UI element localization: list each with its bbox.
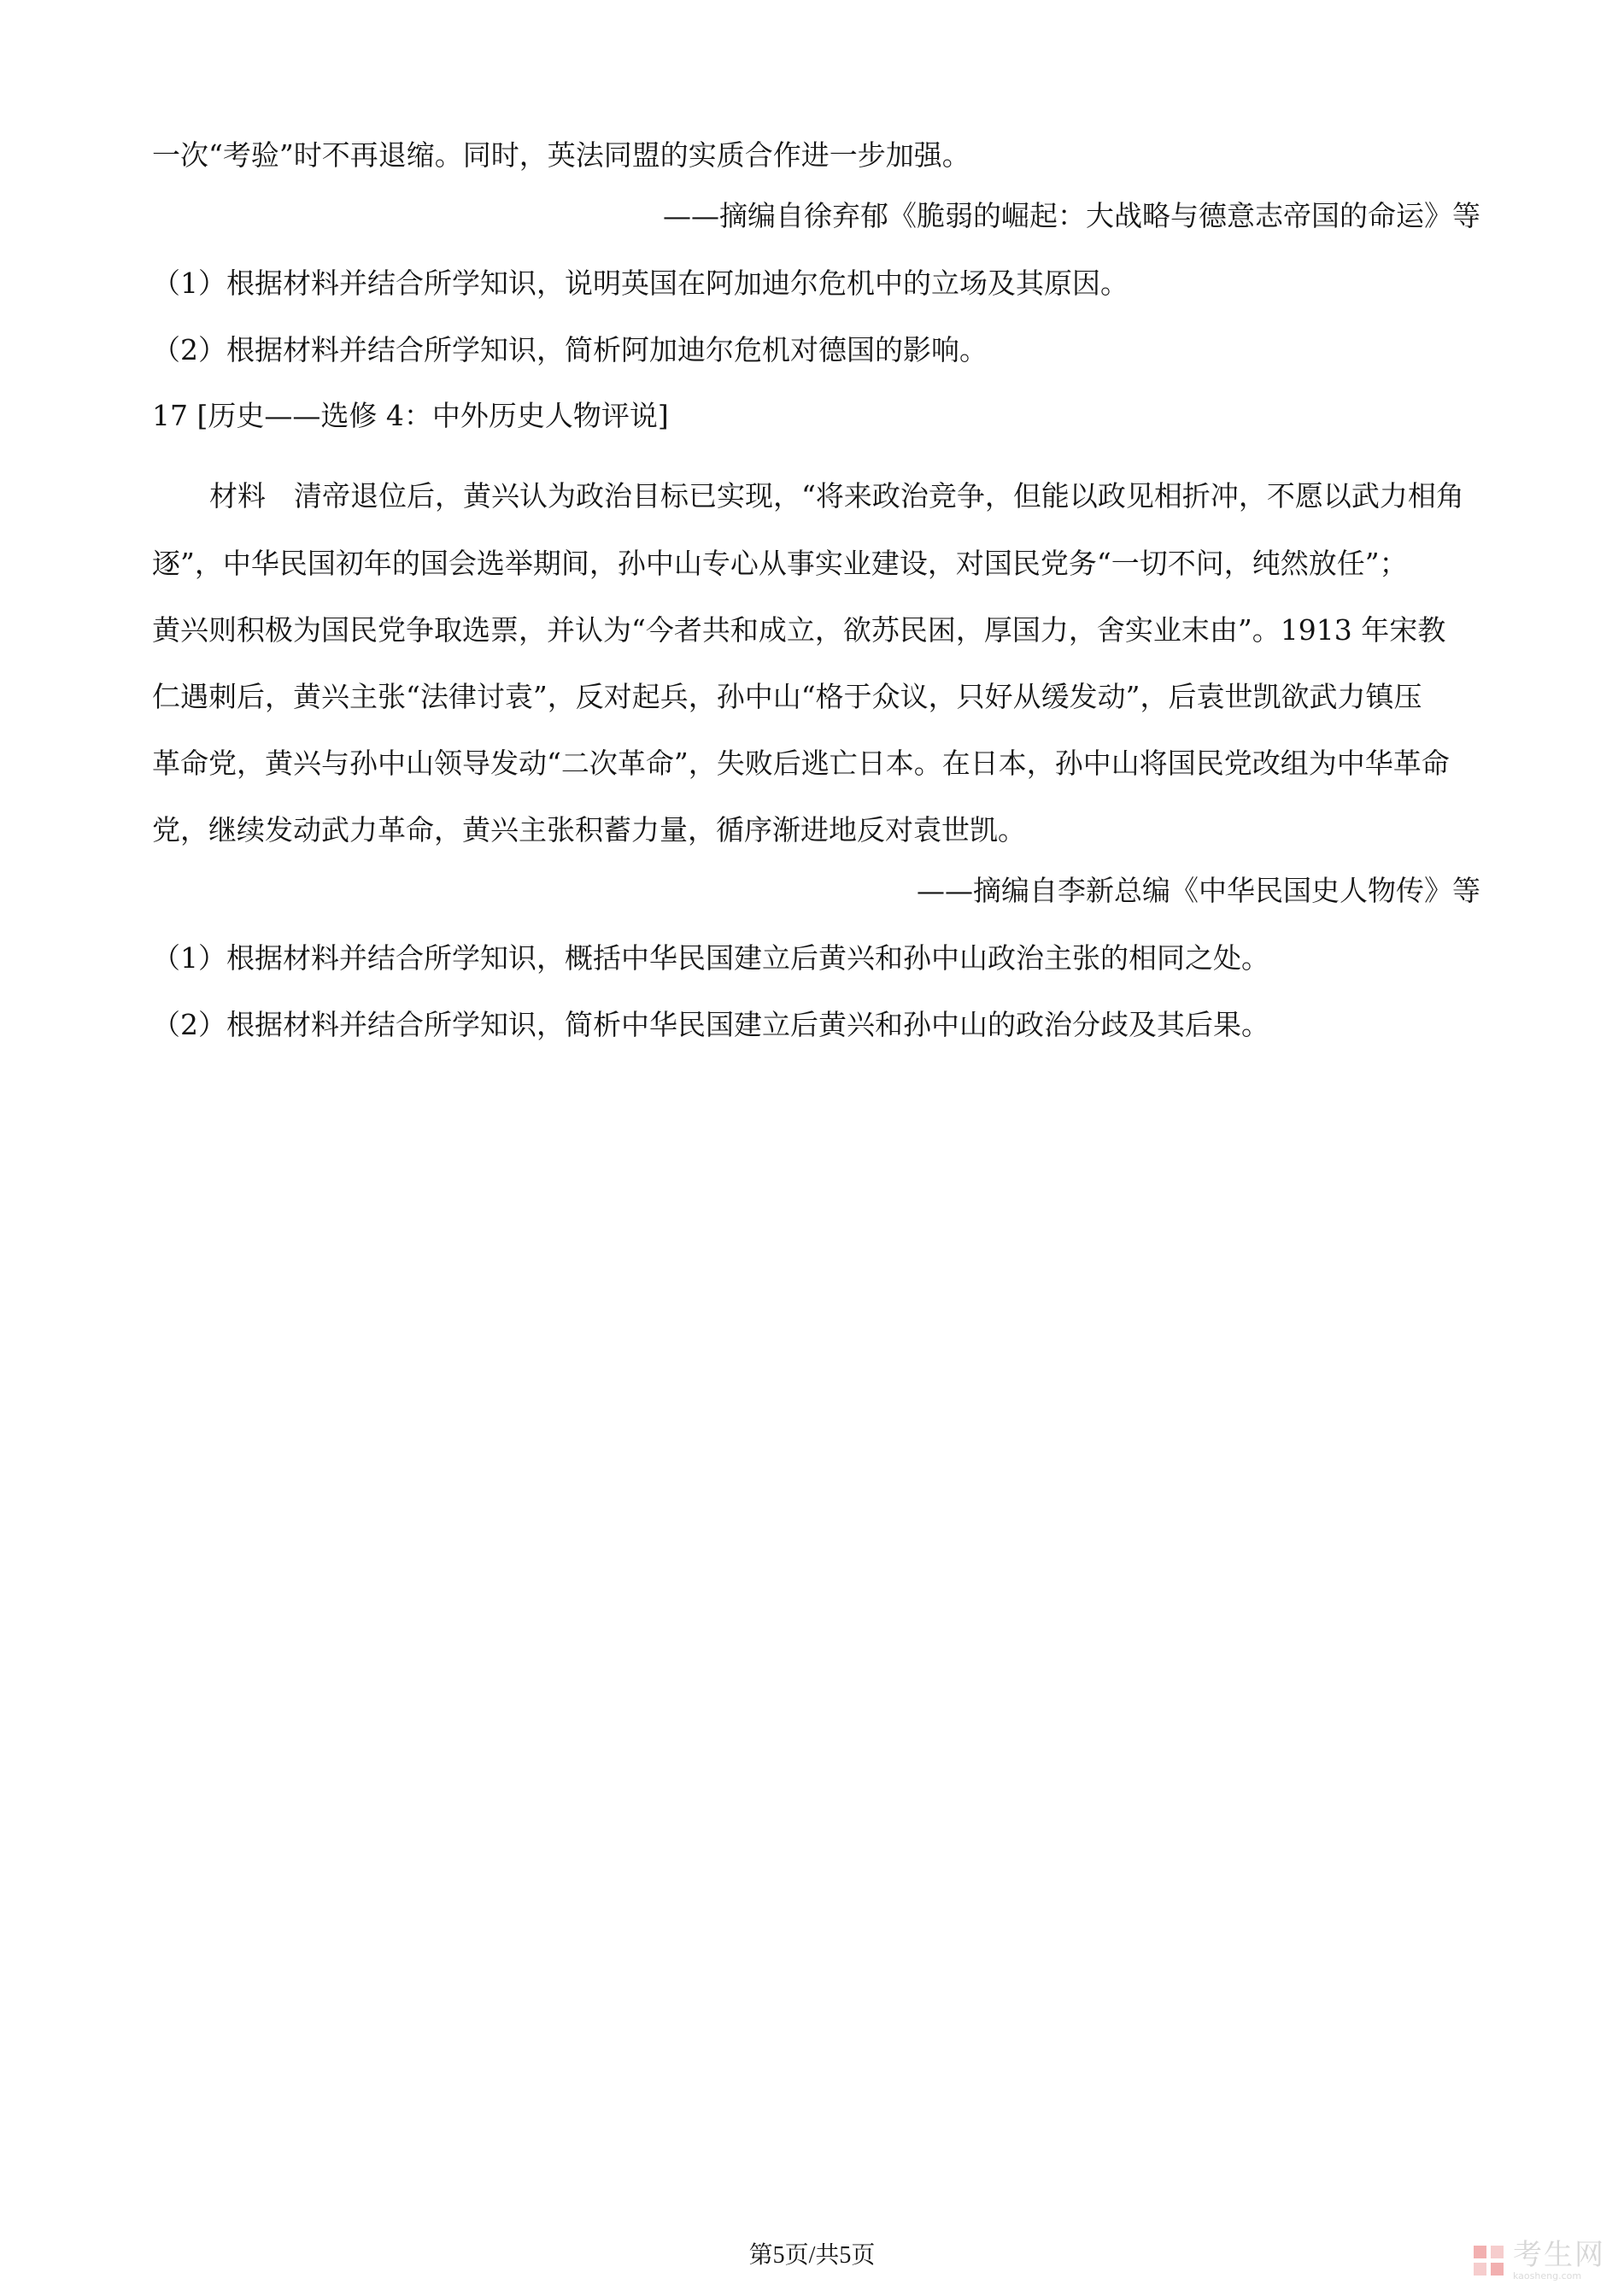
q17-subquestion-2: （2）根据材料并结合所学知识，简析中华民国建立后黄兴和孙中山的政治分歧及其后果。 bbox=[152, 1008, 1269, 1041]
watermark-name: 考生网 bbox=[1513, 2238, 1605, 2272]
q17-material-line: 黄兴则积极为国民党争取选票，并认为“今者共和成立，欲苏民困，厚国力，舍实业末由”。1913 年宋教 bbox=[152, 613, 1446, 647]
q17-material-line: 逐”，中华民国初年的国会选举期间，孙中山专心从事实业建设，对国民党务“一切不问，纯然放任”； bbox=[152, 547, 1408, 580]
q17-heading: 17 [历史——选修 4：中外历史人物评说] bbox=[152, 399, 669, 432]
q17-material-line: 材料 清帝退位后，黄兴认为政治目标已实现，“将来政治竞争，但能以政见相折冲，不愿以武力相角 bbox=[209, 479, 1464, 512]
watermark-url: kaosheng.com bbox=[1513, 2270, 1582, 2281]
q17-material-line: 仁遇刺后，黄兴主张“法律讨袁”，反对起兵，孙中山“格于众议，只好从缓发动”，后袁世凯欲武力镇压 bbox=[152, 680, 1422, 713]
page-number: 第5页/共5页 bbox=[748, 2242, 876, 2269]
q16-subquestion-2: （2）根据材料并结合所学知识，简析阿加迪尔危机对德国的影响。 bbox=[152, 333, 988, 366]
kaosheng-logo-icon bbox=[1472, 2244, 1506, 2278]
q17-material-line: 革命党，黄兴与孙中山领导发动“二次革命”，失败后逃亡日本。在日本，孙中山将国民党改组为中华革命 bbox=[152, 747, 1450, 780]
q16-subquestion-1: （1）根据材料并结合所学知识，说明英国在阿加迪尔危机中的立场及其原因。 bbox=[152, 266, 1129, 300]
q17-material-line: 党，继续发动武力革命，黄兴主张积蓄力量，循序渐进地反对袁世凯。 bbox=[152, 813, 1026, 846]
q17-subquestion-1: （1）根据材料并结合所学知识，概括中华民国建立后黄兴和孙中山政治主张的相同之处。 bbox=[152, 941, 1269, 975]
q16-text-line: 一次“考验”时不再退缩。同时，英法同盟的实质合作进一步加强。 bbox=[152, 138, 970, 172]
q16-source: ——摘编自徐弃郁《脆弱的崛起：大战略与德意志帝国的命运》等 bbox=[663, 199, 1480, 232]
watermark bbox=[1472, 2240, 1605, 2281]
q17-source: ——摘编自李新总编《中华民国史人物传》等 bbox=[917, 874, 1480, 907]
